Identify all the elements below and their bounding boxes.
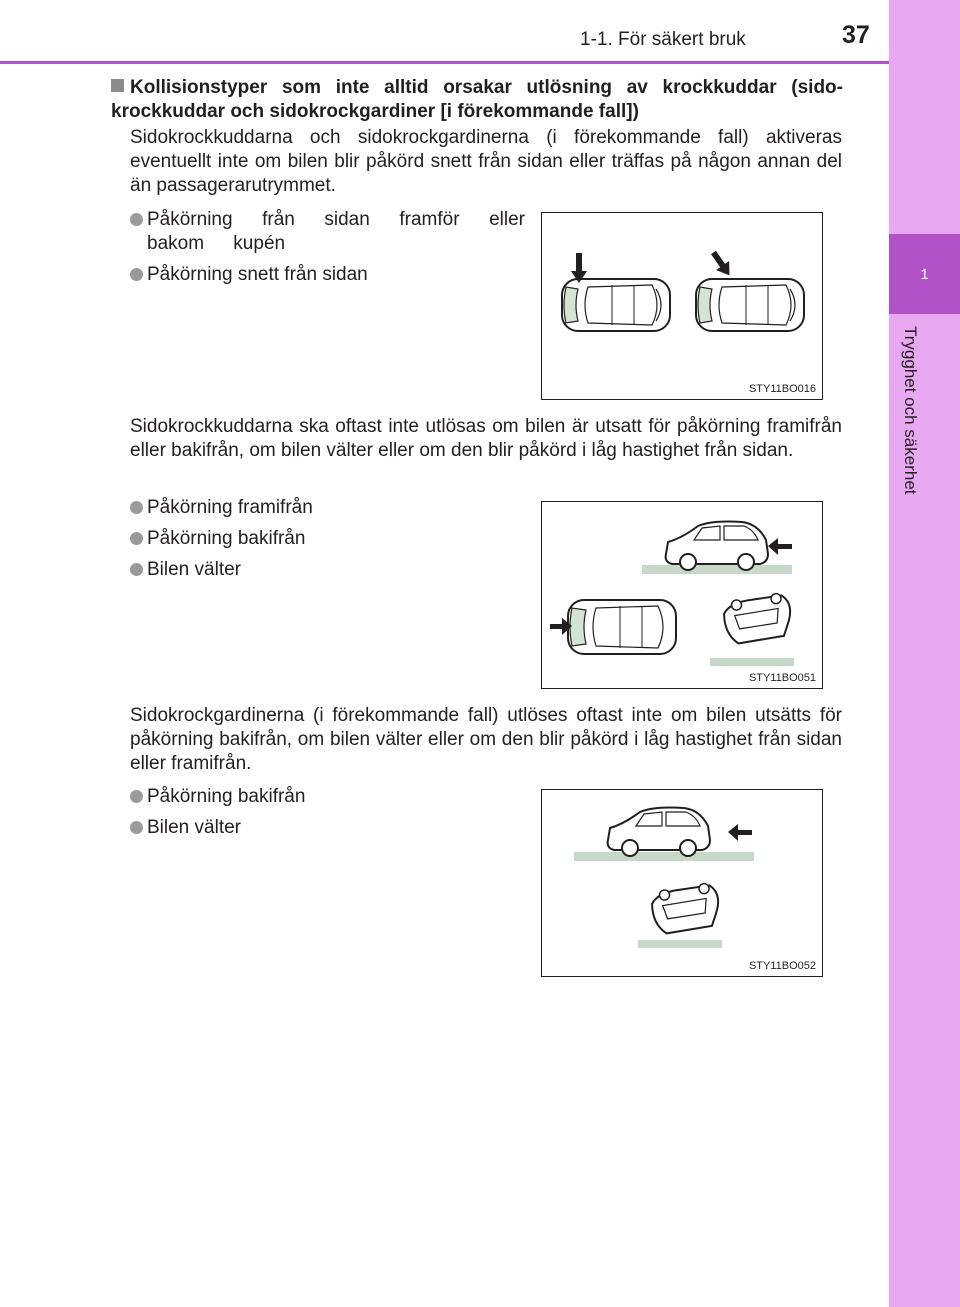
figure-rear-rollover	[541, 789, 823, 977]
bullet-dot-icon	[130, 268, 143, 281]
list-item-text: Påkörning bakifrån	[147, 528, 306, 549]
figure-code: STY11BO016	[748, 383, 816, 395]
bullet-dot-icon	[130, 532, 143, 545]
page-number: 37	[842, 21, 870, 49]
bullet-dot-icon	[130, 213, 143, 226]
list-item	[130, 527, 525, 551]
list-item-text: Påkörning framifrån	[147, 497, 313, 518]
list-item	[130, 496, 525, 520]
square-bullet-icon	[111, 79, 124, 92]
impact-arrow-icon	[728, 824, 752, 841]
ground-strip	[574, 852, 754, 861]
header-rule	[0, 61, 889, 64]
front-rear-rollover-illustration	[542, 502, 822, 688]
bullet-dot-icon	[130, 501, 143, 514]
paragraph-1: Sidokrockkuddarna och sidokrockgardinerna (i förekommande fall) aktiveras eventuellt inte om bilen blir påkörd snett från sidan eller träffas på någon annan del än passagerarutrymmet.	[130, 127, 842, 196]
chapter-sidebar	[889, 0, 960, 1307]
car-top-view-icon	[696, 279, 804, 331]
figure-code: STY11BO051	[748, 672, 816, 684]
rear-rollover-illustration	[542, 790, 822, 976]
list-item-text: Bilen välter	[147, 817, 241, 838]
list-item	[130, 785, 525, 809]
list-item	[130, 558, 525, 582]
figure-code: STY11BO052	[748, 960, 816, 972]
list-item	[130, 263, 525, 287]
list-item-text: Bilen välter	[147, 559, 241, 580]
chapter-title: Trygghet och säkerhet	[901, 326, 920, 495]
car-top-view-icon	[562, 279, 670, 331]
paragraph-3: Sidokrockgardinerna (i förekommande fall) utlöses oftast inte om bilen utsätts för påkörning bakifrån, om bilen välter eller om den blir påkörd i låg hastighet från sidan eller framifrån.	[130, 705, 842, 774]
chapter-tab[interactable]: 1	[889, 234, 960, 314]
bullet-list-3	[130, 785, 525, 847]
car-side-view-icon	[666, 522, 768, 571]
side-impact-illustration	[542, 213, 822, 399]
running-header-section: 1-1. För säkert bruk	[580, 29, 746, 50]
impact-arrow-icon	[768, 538, 792, 555]
list-item	[130, 816, 525, 840]
paragraph-2: Sidokrockkuddarna ska oftast inte utlösas om bilen är utsatt för påkörning framifrån eller bakifrån, om bilen välter eller om den blir påkörd i låg hastighet från sidan.	[130, 416, 842, 461]
section-heading-text: Kollisionstyper som inte alltid orsakar utlösning av krockkuddar (sido-krockkuddar och sidokrockgardiner [i förekommande fall])	[111, 77, 843, 122]
bullet-list-2	[130, 496, 525, 589]
bullet-list-1	[130, 208, 525, 294]
figure-side-impact	[541, 212, 823, 400]
rollover-car-icon	[721, 589, 795, 647]
ground-strip	[710, 658, 794, 666]
list-item-text: Påkörning bakifrån	[147, 786, 306, 807]
list-item-text: Påkörning snett från sidan	[147, 264, 368, 285]
rollover-car-icon	[649, 879, 723, 937]
car-top-view-icon	[568, 600, 676, 654]
list-item	[130, 208, 525, 256]
ground-strip	[638, 940, 722, 948]
car-side-view-icon	[608, 808, 710, 857]
figure-front-rear-rollover	[541, 501, 823, 689]
list-item-text: Påkörning från sidan framför eller bakom kupén	[147, 209, 525, 254]
impact-arrow-icon	[707, 248, 736, 280]
ground-strip	[642, 565, 792, 574]
section-heading	[111, 76, 843, 124]
bullet-dot-icon	[130, 821, 143, 834]
bullet-dot-icon	[130, 563, 143, 576]
bullet-dot-icon	[130, 790, 143, 803]
